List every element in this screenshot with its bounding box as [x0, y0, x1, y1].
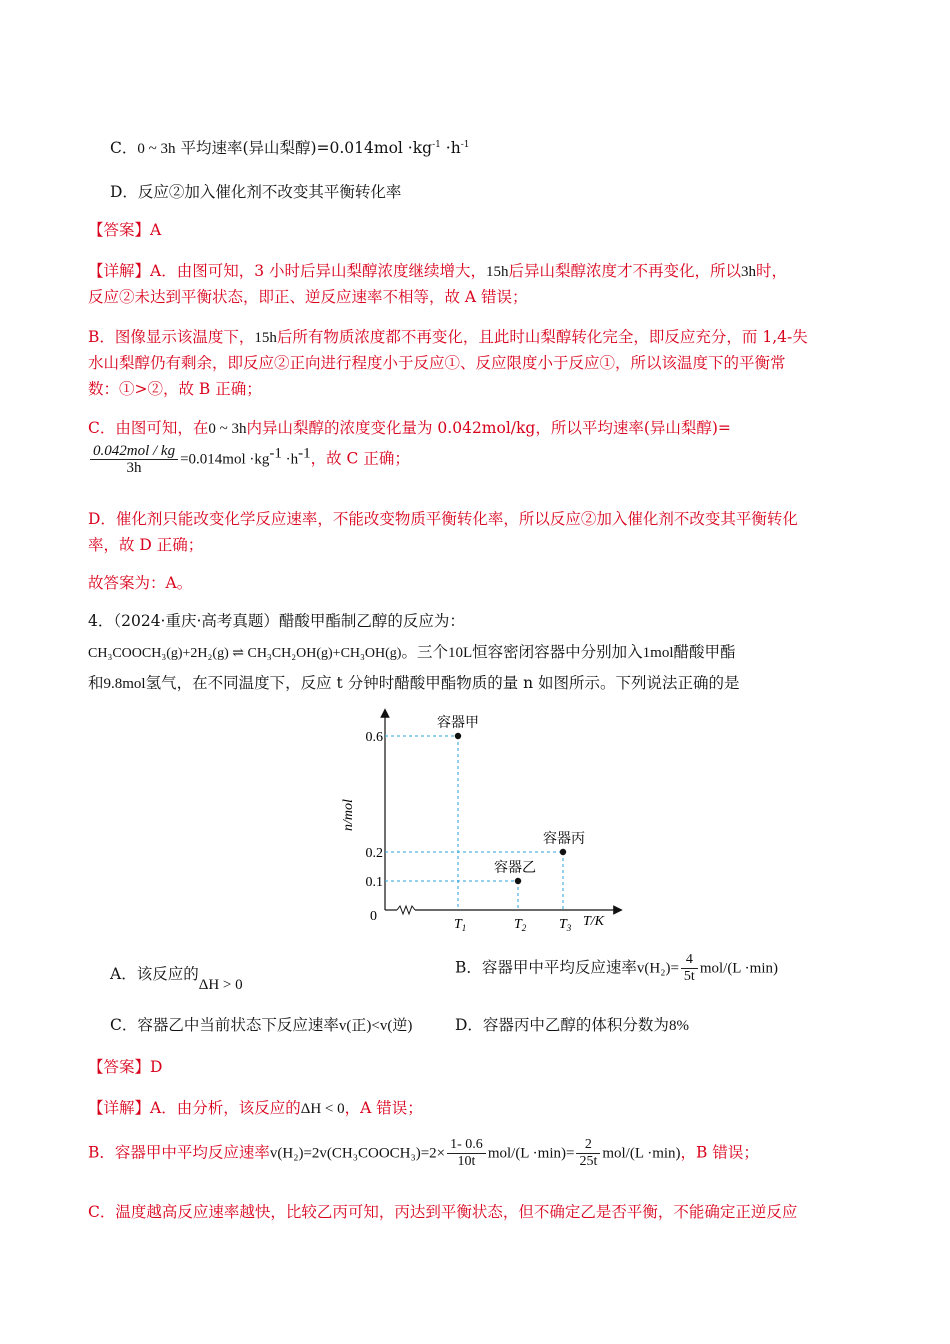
d2-frac2 — [576, 1137, 600, 1170]
option-c-label: C． — [110, 139, 138, 157]
x-tick-2: $T_3$ — [559, 917, 572, 933]
detail2-line3: C．温度越高反应速率越快，比较乙丙可知，丙达到平衡状态，但不确定乙是否平衡，不能确定正逆反应 — [88, 1203, 798, 1221]
q4-l3b: 氢气，在不同温度下，反应 t 分钟时醋酸甲酯物质的量 n 如图所示。下列说法正确的是 — [145, 674, 740, 692]
q4-l2m: 10L — [447, 645, 473, 661]
d2-l2m2: mol/(L ·min)= — [487, 1145, 575, 1162]
detail1-line10: 故答案为：A。 — [88, 574, 193, 592]
frac-num: 0.042mol / kg — [90, 443, 178, 460]
opt-c-text: C．容器乙中当前状态下反应速率 — [110, 1016, 339, 1034]
opt-d-math: 8% — [668, 1018, 689, 1034]
y-tick-2: 0.2 — [365, 846, 383, 861]
marks — [385, 733, 566, 910]
d2-l2m: v(H₂)=2v(CH₃COOCH₃)=2× — [269, 1145, 446, 1162]
d1-l3a: B．图像显示该温度下， — [88, 328, 255, 346]
d2-den1: 10t — [457, 1154, 476, 1169]
axis-break — [397, 906, 415, 914]
answer-1: 【答案】A — [88, 221, 162, 239]
detail1-line3 — [88, 325, 808, 350]
x-tick-0: $T_1$ — [454, 917, 467, 933]
q4-l3m: 9.8mol — [103, 676, 146, 692]
option-a — [110, 962, 243, 993]
q4-l3a: 和 — [88, 674, 104, 692]
origin-label: 0 — [370, 909, 377, 924]
d1-l1m2: 3h — [741, 264, 756, 280]
option-c-math: 0 ~ 3h — [137, 141, 176, 157]
chart — [330, 705, 630, 935]
opt-b-den: 5t — [683, 969, 695, 984]
d1-l3m: 15h — [254, 330, 277, 346]
d1-l7s2: -1 — [298, 445, 311, 462]
d1-l1c: 时， — [756, 262, 788, 280]
opt-b-text: B．容器甲中平均反应速率 — [455, 958, 637, 977]
d1-l1b: 后异山梨醇浓度才不再变化，所以 — [508, 262, 741, 280]
q4-line2 — [88, 640, 736, 666]
d1-l6m: 0 ~ 3h — [208, 421, 247, 437]
d2-den2: 25t — [579, 1154, 598, 1169]
data-point-1 — [515, 878, 521, 884]
opt-a-text: A．该反应的 — [110, 965, 199, 983]
d2-l1m: ΔH < 0 — [300, 1101, 345, 1117]
d2-l1b: ，A 错误； — [344, 1099, 423, 1117]
opt-b-num: 4 — [681, 952, 698, 969]
point-label-0: 容器甲 — [437, 716, 479, 731]
point-label-2: 容器丙 — [543, 832, 585, 847]
labels — [341, 715, 605, 933]
answer-2: 【答案】D — [88, 1058, 163, 1076]
d2-num2: 2 — [576, 1137, 600, 1154]
axes — [385, 713, 618, 914]
opt-b-math: v(H₂)= — [636, 960, 679, 977]
detail1-line6 — [88, 416, 731, 441]
x-tick-sub-2: 3 — [566, 923, 572, 933]
d2-num1: 1- 0.6 — [447, 1137, 486, 1154]
y-tick-0: 0.6 — [365, 730, 383, 745]
detail1-line8: D．催化剂只能改变化学反应速率，不能改变物质平衡转化率，所以反应②加入催化剂不改变其平衡转化 — [88, 510, 798, 528]
x-axis-label: T/K — [583, 914, 605, 929]
option-d: D．反应②加入催化剂不改变其平衡转化率 — [110, 183, 402, 201]
option-c — [110, 136, 469, 161]
point-label-1: 容器乙 — [494, 861, 536, 876]
data-point-0 — [455, 733, 461, 739]
opt-a-math: ΔH > 0 — [198, 977, 243, 993]
x-tick-sub-1: 2 — [521, 923, 527, 933]
fraction-rate — [90, 443, 178, 476]
d2-l2m3: mol/(L ·min) — [602, 1145, 681, 1162]
data-point-2 — [560, 849, 566, 855]
opt-d-text: D．容器丙中乙醇的体积分数为 — [455, 1016, 669, 1034]
q4-equation: CH₃COOCH₃(g)+2H₂(g) ⇌ CH₃CH₂OH(g)+CH₃OH(g) — [88, 646, 402, 661]
q4-line3 — [88, 671, 740, 696]
detail2-line1 — [88, 1096, 423, 1121]
detail1-line7 — [88, 443, 410, 476]
q4-l2b: 恒容密闭容器中分别加入 — [472, 643, 643, 661]
q4-title: 4．（2024·重庆·高考真题）醋酸甲酯制乙醇的反应为： — [88, 612, 465, 630]
d1-l6a: C．由图可知，在 — [88, 419, 209, 437]
detail1-line9: 率，故 D 正确； — [88, 536, 204, 554]
d2-l2a: B．容器甲中平均反应速率 — [88, 1143, 270, 1162]
x-tick-1: $T_2$ — [514, 917, 527, 933]
option-b — [455, 952, 778, 985]
option-c-text: 平均速率(异山梨醇)=0.014mol ·kg — [180, 139, 433, 157]
d1-l6b: 内异山梨醇的浓度变化量为 0.042mol/kg，所以平均速率(异山梨醇)= — [246, 419, 731, 437]
d1-l7s1: -1 — [269, 445, 282, 462]
q4-l2c: 醋酸甲酯 — [673, 643, 736, 661]
y-axis-label: n/mol — [341, 799, 356, 831]
opt-b-unit: mol/(L ·min) — [699, 960, 778, 977]
d1-l3b: 后所有物质浓度都不再变化，且此时山梨醇转化完全，即反应充分，而 1,4-失 — [276, 328, 808, 346]
d1-l7c: ，故 C 正确； — [310, 449, 410, 468]
d2-frac1 — [447, 1137, 486, 1170]
d1-l7a: =0.014mol ·kg — [180, 451, 270, 468]
q4-l2m2: 1mol — [642, 645, 674, 661]
detail1-line5: 数：①>②，故 B 正确； — [88, 380, 262, 398]
option-c2 — [110, 1013, 412, 1038]
d1-l7b: ·h — [281, 451, 299, 468]
y-tick-1: 0.1 — [365, 875, 383, 890]
detail1-line2: 反应②未达到平衡状态，即正、逆反应速率不相等，故 A 错误； — [88, 288, 528, 306]
opt-b-frac — [681, 952, 698, 985]
detail1-line1 — [88, 259, 787, 284]
opt-c-math: v(正)<v(逆) — [338, 1018, 413, 1034]
option-c-sup1: -1 — [432, 139, 441, 150]
d2-l1a: 【详解】A．由分析，该反应的 — [88, 1099, 301, 1117]
d2-l2b: ，B 错误； — [680, 1143, 759, 1162]
detail1-line4: 水山梨醇仍有剩余，即反应②正向进行程度小于反应①、反应限度小于反应①，所以该温度下的平衡常 — [88, 354, 786, 372]
q4-l2a: 。三个 — [401, 643, 448, 661]
d1-l1m: 15h — [485, 264, 509, 280]
x-tick-sub-0: 1 — [461, 923, 467, 933]
frac-den: 3h — [126, 460, 142, 476]
option-c-sup2: -1 — [460, 139, 470, 150]
option-c-mid: ·h — [440, 139, 461, 157]
d1-l1a: 【详解】A．由图可知，3 小时后异山梨醇浓度继续增大， — [88, 262, 486, 280]
detail2-line2 — [88, 1137, 759, 1170]
option-d2 — [455, 1013, 689, 1038]
